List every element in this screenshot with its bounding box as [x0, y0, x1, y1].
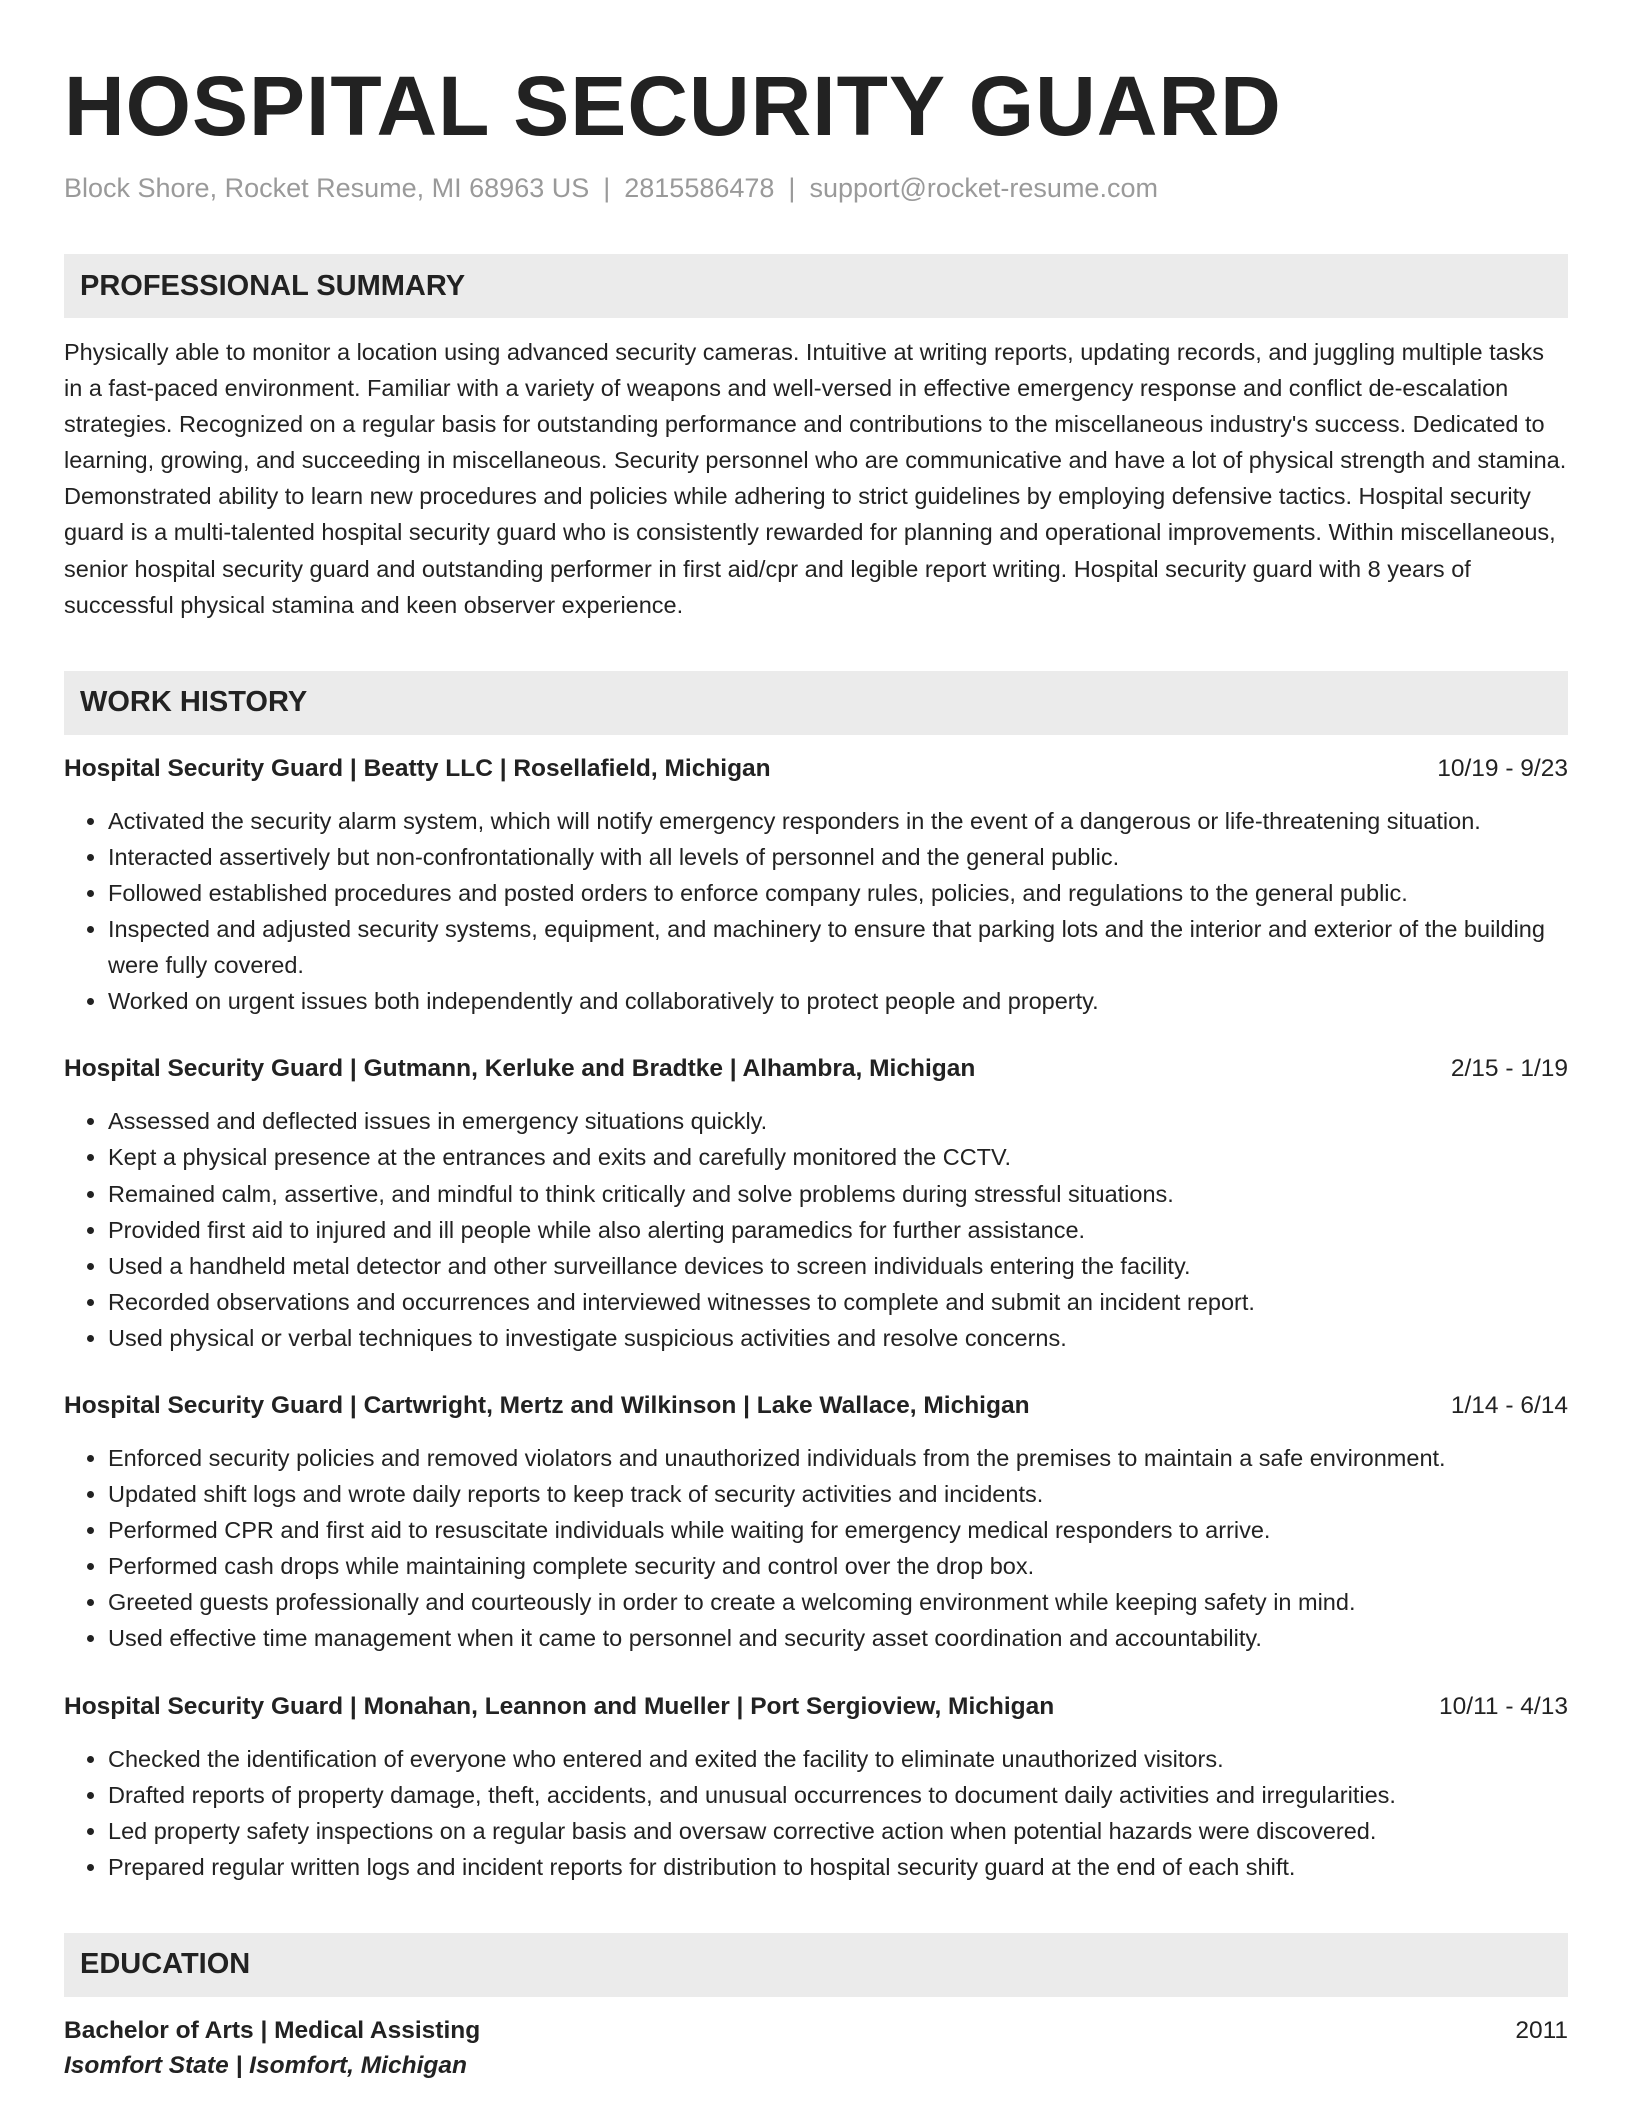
- job-bullet: • Activated the security alarm system, which will notify emergency responders in the event of a dangerous or life-threatening situation.: [108, 803, 1568, 839]
- job-bullet: • Kept a physical presence at the entrances and exits and carefully monitored the CCTV.: [108, 1139, 1568, 1175]
- education-school: Isomfort State | Isomfort, Michigan: [64, 2051, 467, 2079]
- contact-address: Block Shore, Rocket Resume, MI 68963 US: [64, 173, 590, 203]
- section-heading-summary: PROFESSIONAL SUMMARY: [64, 254, 1568, 318]
- job-header: [64, 1053, 1568, 1085]
- job-bullet: • Led property safety inspections on a regular basis and oversaw corrective action when potential hazards were discovered.: [108, 1813, 1568, 1849]
- contact-email: support@rocket-resume.com: [809, 173, 1158, 203]
- job-bullet: • Used physical or verbal techniques to investigate suspicious activities and resolve concerns.: [108, 1320, 1568, 1356]
- education-year: 2011: [1515, 2016, 1568, 2044]
- job-bullet: • Inspected and adjusted security systems, equipment, and machinery to ensure that parking lots and the interior and exterior of the building were fully covered.: [108, 911, 1568, 983]
- work-history-list: [64, 753, 1568, 1885]
- job-bullet: • Assessed and deflected issues in emergency situations quickly.: [108, 1103, 1568, 1139]
- contact-line: [64, 170, 1568, 206]
- resume-name: HOSPITAL SECURITY GUARD: [64, 59, 1282, 153]
- job-bullet: • Prepared regular written logs and incident reports for distribution to hospital security guard at the end of each shift.: [108, 1849, 1568, 1885]
- job-bullet: • Checked the identification of everyone who entered and exited the facility to eliminate unauthorized visitors.: [108, 1741, 1568, 1777]
- job-bullet: • Updated shift logs and wrote daily reports to keep track of security activities and incidents.: [108, 1476, 1568, 1512]
- job-entry: [64, 1390, 1568, 1657]
- job-dates: 10/19 - 9/23: [1437, 754, 1568, 782]
- job-bullet: • Used a handheld metal detector and other surveillance devices to screen individuals entering the facility.: [108, 1248, 1568, 1284]
- contact-separator: |: [788, 173, 796, 203]
- job-bullets: [64, 1440, 1568, 1657]
- job-entry: [64, 1053, 1568, 1356]
- job-dates: 10/11 - 4/13: [1439, 1692, 1568, 1720]
- job-entry: [64, 753, 1568, 1020]
- job-bullet: • Provided first aid to injured and ill people while also alerting paramedics for further assistance.: [108, 1212, 1568, 1248]
- contact-phone: 2815586478: [624, 173, 775, 203]
- job-bullets: [64, 1103, 1568, 1356]
- job-bullet: • Interacted assertively but non-confrontationally with all levels of personnel and the general public.: [108, 839, 1568, 875]
- education-header: [64, 2015, 1568, 2047]
- job-title: Hospital Security Guard | Beatty LLC | Rosellafield, Michigan: [64, 754, 771, 782]
- summary-text: Physically able to monitor a location using advanced security cameras. Intuitive at writing reports, updating records, and juggling multiple tasks in a fast-paced environment. Familiar with a variety of weapons and well-versed in effective emergency response and conflict de-escalation strategies. Recognized on a regular basis for outstanding performance and contributions to the miscellaneous industry's success. Dedicated to learning, growing, and succeeding in miscellaneous. Security personnel who are communicative and have a lot of physical strength and stamina. Demonstrated ability to learn new procedures and policies while adhering to strict guidelines by employing defensive tactics. Hospital security guard is a multi-talented hospital security guard who is consistently rewarded for planning and operational improvements. Within miscellaneous, senior hospital security guard and outstanding performer in first aid/cpr and legible report writing. Hospital security guard with 8 years of successful physical stamina and keen observer experience.: [64, 339, 1567, 618]
- job-bullet: • Performed CPR and first aid to resuscitate individuals while waiting for emergency medical responders to arrive.: [108, 1512, 1568, 1548]
- job-dates: 1/14 - 6/14: [1450, 1391, 1568, 1419]
- job-bullet: • Remained calm, assertive, and mindful to think critically and solve problems during stressful situations.: [108, 1176, 1568, 1212]
- job-entry: [64, 1691, 1568, 1885]
- job-header: [64, 753, 1568, 785]
- job-bullet: • Worked on urgent issues both independently and collaboratively to protect people and property.: [108, 983, 1568, 1019]
- job-bullet: • Followed established procedures and posted orders to enforce company rules, policies, and regulations to the general public.: [108, 875, 1568, 911]
- job-bullets: [64, 1741, 1568, 1885]
- job-bullet: • Recorded observations and occurrences and interviewed witnesses to complete and submit an incident report.: [108, 1284, 1568, 1320]
- job-bullet: • Drafted reports of property damage, theft, accidents, and unusual occurrences to document daily activities and irregularities.: [108, 1777, 1568, 1813]
- job-title: Hospital Security Guard | Gutmann, Kerluke and Bradtke | Alhambra, Michigan: [64, 1055, 976, 1083]
- job-bullets: [64, 803, 1568, 1020]
- job-header: [64, 1390, 1568, 1422]
- job-header: [64, 1691, 1568, 1723]
- education-entry: [64, 2015, 1568, 2085]
- job-bullet: • Used effective time management when it came to personnel and security asset coordination and accountability.: [108, 1620, 1568, 1656]
- job-dates: 2/15 - 1/19: [1450, 1055, 1568, 1083]
- contact-separator: |: [603, 173, 611, 203]
- section-heading-education: EDUCATION: [64, 1933, 1568, 1997]
- education-degree: Bachelor of Arts | Medical Assisting: [64, 2016, 481, 2044]
- job-bullet: • Performed cash drops while maintaining complete security and control over the drop box.: [108, 1548, 1568, 1584]
- job-title: Hospital Security Guard | Monahan, Leannon and Mueller | Port Sergioview, Michigan: [64, 1692, 1055, 1720]
- section-heading-work-history: WORK HISTORY: [64, 671, 1568, 735]
- job-bullet: • Enforced security policies and removed violators and unauthorized individuals from the premises to maintain a safe environment.: [108, 1440, 1568, 1476]
- job-bullet: • Greeted guests professionally and courteously in order to create a welcoming environment while keeping safety in mind.: [108, 1584, 1568, 1620]
- job-title: Hospital Security Guard | Cartwright, Mertz and Wilkinson | Lake Wallace, Michigan: [64, 1391, 1030, 1419]
